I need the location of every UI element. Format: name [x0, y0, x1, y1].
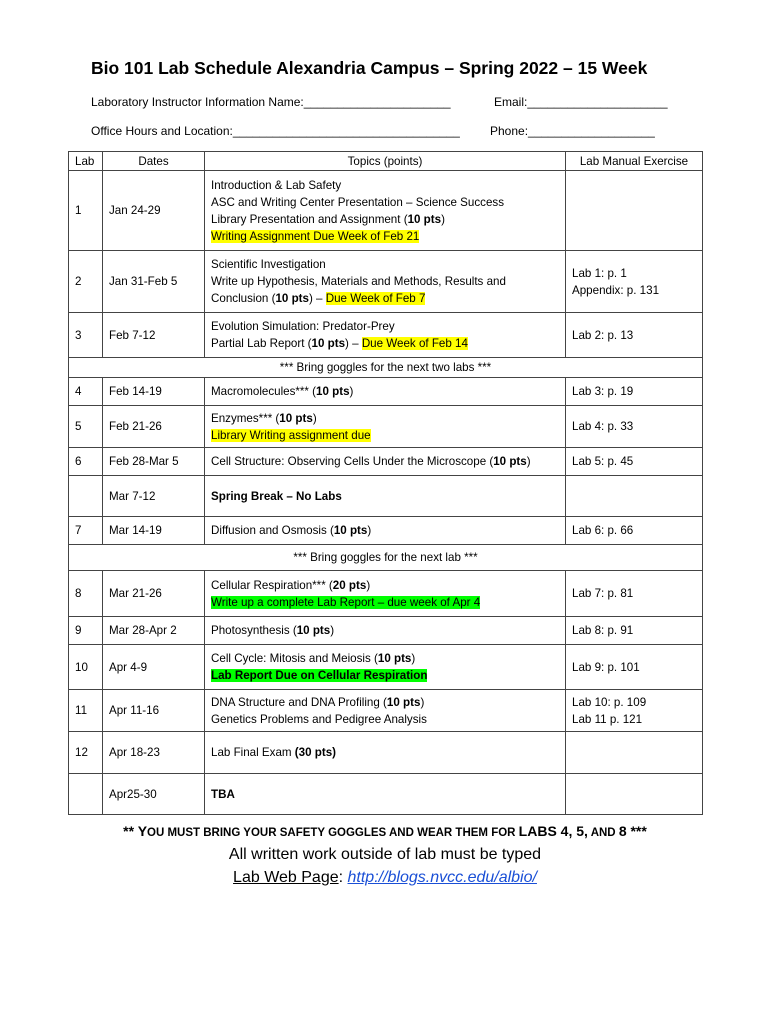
topic-line: Write up Hypothesis, Materials and Methods, Results and: [211, 275, 506, 288]
lab-manual: Lab 7: p. 81: [566, 571, 703, 617]
lab-schedule-table: [68, 151, 703, 815]
table-row: [69, 171, 703, 251]
lab-number: 2: [69, 251, 103, 313]
lab-topics: TBA: [205, 774, 566, 815]
topic-line: Enzymes*** (10 pts): [211, 411, 317, 425]
due-highlight: Writing Assignment Due Week of Feb 21: [211, 229, 420, 243]
table-row: [69, 617, 703, 645]
lab-number: 5: [69, 406, 103, 448]
lab-topics: Macromolecules*** (10 pts): [205, 378, 566, 406]
lab-dates: Apr 18-23: [103, 732, 205, 774]
lab-dates: Mar 28-Apr 2: [103, 617, 205, 645]
lab-number: 11: [69, 690, 103, 732]
lab-number: 9: [69, 617, 103, 645]
table-row: [69, 406, 703, 448]
lab-number: 7: [69, 517, 103, 545]
lab-manual: Lab 5: p. 45: [566, 448, 703, 476]
table-row: [69, 774, 703, 815]
lab-manual: Lab 2: p. 13: [566, 313, 703, 358]
table-row: [69, 690, 703, 732]
header-topics: Topics (points): [205, 152, 566, 171]
table-header-row: [69, 152, 703, 171]
web-page-label: Lab Web Page: [233, 869, 339, 886]
table-note-row: [69, 358, 703, 378]
topic-line: ASC and Writing Center Presentation – Science Success: [211, 195, 504, 209]
lab-dates: Jan 31-Feb 5: [103, 251, 205, 313]
table-row: [69, 645, 703, 690]
lab-manual: Lab 10: p. 109 Lab 11 p. 121: [566, 690, 703, 732]
lab-number: 12: [69, 732, 103, 774]
lab-number: 8: [69, 571, 103, 617]
topic-line: Library Presentation and Assignment (10 pts): [211, 212, 445, 226]
lab-topics: [205, 171, 566, 251]
goggles-note: *** Bring goggles for the next two labs ***: [69, 358, 703, 378]
page-title: Bio 101 Lab Schedule Alexandria Campus – Spring 2022 – 15 Week: [91, 58, 648, 78]
lab-manual: Lab 1: p. 1 Appendix: p. 131: [566, 251, 703, 313]
lab-number: 6: [69, 448, 103, 476]
lab-dates: Feb 21-26: [103, 406, 205, 448]
instructor-name-field: Laboratory Instructor Information Name:______________________: [91, 95, 451, 109]
table-row: [69, 251, 703, 313]
typed-work-note: All written work outside of lab must be typed: [228, 846, 542, 863]
lab-number: 1: [69, 171, 103, 251]
lab-topics: [205, 645, 566, 690]
topic-line: [211, 667, 559, 684]
lab-dates: Mar 7-12: [103, 476, 205, 517]
topic-line: Introduction & Lab Safety: [211, 178, 342, 192]
table-row: [69, 517, 703, 545]
lab-dates: Apr 4-9: [103, 645, 205, 690]
lab-dates: Mar 21-26: [103, 571, 205, 617]
lab-topics: [205, 251, 566, 313]
lab-manual: [566, 774, 703, 815]
topic-line: Scientific Investigation: [211, 258, 326, 271]
table-row: [69, 476, 703, 517]
lab-topics: Diffusion and Osmosis (10 pts): [205, 517, 566, 545]
header-lab: Lab: [69, 152, 103, 171]
table-note-row: [69, 545, 703, 571]
topic-line: Conclusion (10 pts) – Due Week of Feb 7: [211, 292, 426, 305]
lab-dates: Feb 7-12: [103, 313, 205, 358]
lab-manual: [566, 732, 703, 774]
lab-dates: Feb 14-19: [103, 378, 205, 406]
lab-number: 10: [69, 645, 103, 690]
office-hours-field: Office Hours and Location:__________________________________: [91, 124, 460, 138]
topic-line: Genetics Problems and Pedigree Analysis: [211, 712, 427, 726]
topic-line: Cellular Respiration*** (20 pts): [211, 578, 371, 592]
lab-manual: Lab 4: p. 33: [566, 406, 703, 448]
table-row: [69, 448, 703, 476]
topic-line: Evolution Simulation: Predator-Prey: [211, 320, 395, 333]
lab-dates: Mar 14-19: [103, 517, 205, 545]
web-page-link[interactable]: http://blogs.nvcc.edu/albio/: [347, 869, 537, 886]
lab-dates: Feb 28-Mar 5: [103, 448, 205, 476]
due-highlight: Write up a complete Lab Report – due week of Apr 4: [211, 595, 481, 609]
table-row: [69, 732, 703, 774]
topic-line: [211, 427, 559, 444]
lab-topics: [205, 406, 566, 448]
due-highlight: Due Week of Feb 7: [325, 292, 426, 305]
phone-field: Phone:___________________: [490, 124, 655, 138]
lab-topics: Photosynthesis (10 pts): [205, 617, 566, 645]
lab-topics: Spring Break – No Labs: [205, 476, 566, 517]
lab-manual: Lab 6: p. 66: [566, 517, 703, 545]
lab-topics: [205, 571, 566, 617]
lab-manual: [566, 476, 703, 517]
topic-line: Cell Cycle: Mitosis and Meiosis (10 pts): [211, 652, 416, 665]
lab-number: [69, 476, 103, 517]
lab-web-page-line: Lab Web Page: http://blogs.nvcc.edu/albio/: [233, 869, 537, 886]
lab-number: 4: [69, 378, 103, 406]
lab-dates: Jan 24-29: [103, 171, 205, 251]
header-manual: Lab Manual Exercise: [566, 152, 703, 171]
due-highlight: Lab Report Due on Cellular Respiration: [211, 669, 428, 682]
due-highlight: Due Week of Feb 14: [361, 337, 468, 350]
lab-dates: Apr25-30: [103, 774, 205, 815]
due-highlight: Library Writing assignment due: [211, 428, 371, 442]
goggles-warning: ** YOU MUST BRING YOUR SAFETY GOGGLES AND WEAR THEM FOR LABS 4, 5, AND 8 ***: [123, 823, 647, 839]
instructor-email-field: Email:_____________________: [494, 95, 668, 109]
lab-topics: Lab Final Exam (30 pts): [205, 732, 566, 774]
lab-manual: [566, 171, 703, 251]
lab-number: 3: [69, 313, 103, 358]
lab-number: [69, 774, 103, 815]
lab-manual: Lab 3: p. 19: [566, 378, 703, 406]
topic-line: [211, 228, 559, 245]
topic-line: DNA Structure and DNA Profiling (10 pts): [211, 695, 425, 709]
lab-dates: Apr 11-16: [103, 690, 205, 732]
lab-topics: [205, 690, 566, 732]
lab-topics: Cell Structure: Observing Cells Under the Microscope (10 pts): [205, 448, 566, 476]
goggles-note: *** Bring goggles for the next lab ***: [69, 545, 703, 571]
lab-manual: Lab 9: p. 101: [566, 645, 703, 690]
header-dates: Dates: [103, 152, 205, 171]
table-row: [69, 571, 703, 617]
table-row: [69, 313, 703, 358]
table-row: [69, 378, 703, 406]
lab-manual: Lab 8: p. 91: [566, 617, 703, 645]
lab-topics: [205, 313, 566, 358]
topic-line: [211, 594, 559, 611]
topic-line: Partial Lab Report (10 pts) – Due Week of Feb 14: [211, 337, 468, 350]
